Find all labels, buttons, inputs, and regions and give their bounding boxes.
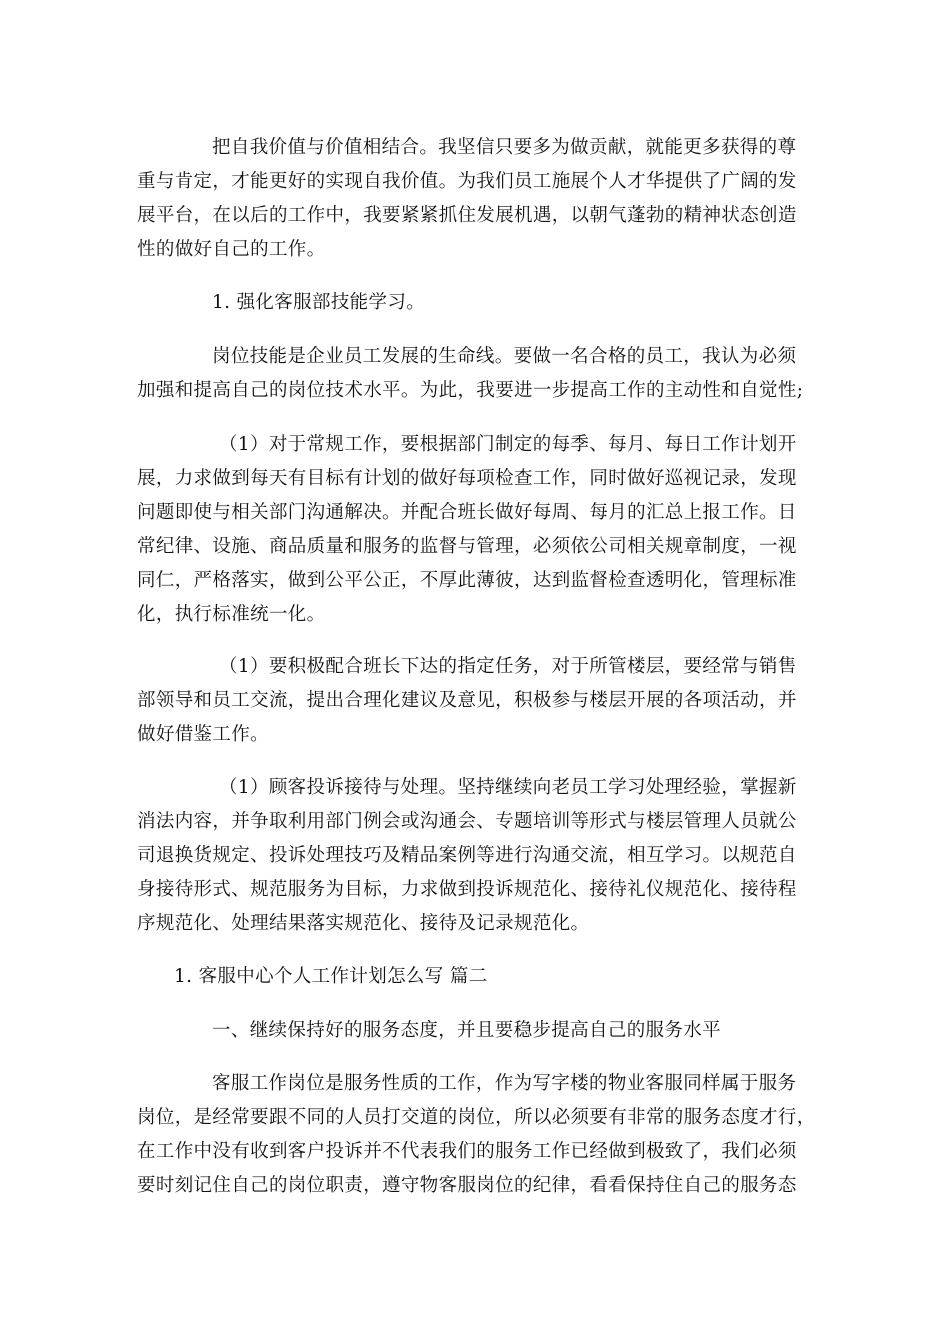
paragraph-line: （1）对于常规工作，要根据部门制定的每季、每月、每日工作计划开 xyxy=(219,434,797,455)
section-heading: 1. 强化客服部技能学习。 xyxy=(212,292,426,313)
paragraph-line: 做好借鉴工作。 xyxy=(137,724,269,745)
section-heading: 1. 客服中心个人工作计划怎么写 篇二 xyxy=(174,966,488,987)
paragraph-line: 同仁，严格落实，做到公平公正，不厚此薄彼，达到监督检查透明化，管理标准 xyxy=(137,570,797,591)
paragraph-line: 身接待形式、规范服务为目标，力求做到投诉规范化、接待礼仪规范化、接待程 xyxy=(137,879,797,900)
paragraph-line: 常纪律、设施、商品质量和服务的监督与管理，必须依公司相关规章制度，一视 xyxy=(137,536,797,557)
subsection-heading: 一、继续保持好的服务态度，并且要稳步提高自己的服务水平 xyxy=(212,1020,721,1041)
paragraph-line: 化，执行标准统一化。 xyxy=(137,604,326,625)
paragraph-line: 客服工作岗位是服务性质的工作，作为写字楼的物业客服同样属于服务 xyxy=(212,1073,797,1094)
paragraph-line: （1）顾客投诉接待与处理。坚持继续向老员工学习处理经验，掌握新 xyxy=(219,777,797,798)
paragraph-line: 司退换货规定、投诉处理技巧及精品案例等进行沟通交流，相互学习。以规范自 xyxy=(137,845,797,866)
paragraph-line: 部领导和员工交流，提出合理化建议及意见，积极参与楼层开展的各项活动，并 xyxy=(137,690,797,711)
paragraph-line: 在工作中没有收到客户投诉并不代表我们的服务工作已经做到极致了，我们必须 xyxy=(137,1141,797,1162)
paragraph-line: 展，力求做到每天有目标有计划的做好每项检查工作，同时做好巡视记录，发现 xyxy=(137,468,797,489)
paragraph-line: 消法内容，并争取利用部门例会或沟通会、专题培训等形式与楼层管理人员就公 xyxy=(137,811,797,832)
paragraph-line: 性的做好自己的工作。 xyxy=(137,239,326,260)
paragraph-line: 加强和提高自己的岗位技术水平。为此，我要进一步提高工作的主动性和自觉性; xyxy=(137,380,804,401)
paragraph-line: 序规范化、处理结果落实规范化、接待及记录规范化。 xyxy=(137,913,590,934)
paragraph-line: 岗位，是经常要跟不同的人员打交道的岗位，所以必须要有非常的服务态度才行， xyxy=(137,1107,816,1128)
paragraph-line: 展平台，在以后的工作中，我要紧紧抓住发展机遇，以朝气蓬勃的精神状态创造 xyxy=(137,205,797,226)
paragraph-line: 重与肯定，才能更好的实现自我价值。为我们员工施展个人才华提供了广阔的发 xyxy=(137,171,797,192)
paragraph-line: 要时刻记住自己的岗位职责，遵守物客服岗位的纪律，看看保持住自己的服务态 xyxy=(137,1175,797,1196)
paragraph-line: （1）要积极配合班长下达的指定任务，对于所管楼层，要经常与销售 xyxy=(219,656,797,677)
paragraph-line: 问题即使与相关部门沟通解决。并配合班长做好每周、每月的汇总上报工作。日 xyxy=(137,502,797,523)
paragraph-line: 把自我价值与价值相结合。我坚信只要多为做贡献，就能更多获得的尊 xyxy=(212,137,797,158)
paragraph-line: 岗位技能是企业员工发展的生命线。要做一名合格的员工，我认为必须 xyxy=(212,346,797,367)
